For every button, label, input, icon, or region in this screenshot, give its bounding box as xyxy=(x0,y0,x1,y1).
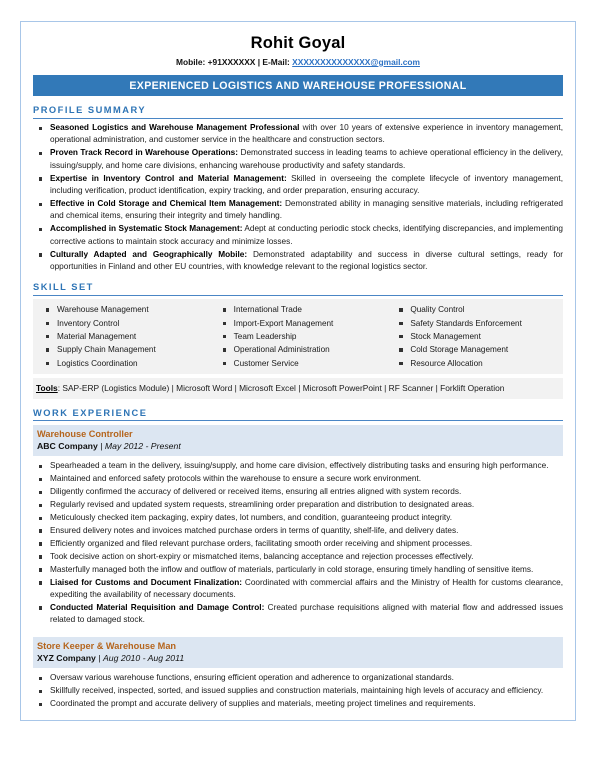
skill-item: Supply Chain Management xyxy=(37,343,210,356)
skill-item: Operational Administration xyxy=(214,343,387,356)
skills-list xyxy=(214,303,387,369)
bullet-item xyxy=(33,602,563,627)
section-heading-profile-summary: PROFILE SUMMARY xyxy=(33,105,563,119)
bullet-item xyxy=(33,198,563,223)
bullet-item xyxy=(33,499,563,511)
skill-item: Customer Service xyxy=(214,357,387,370)
resume-page xyxy=(20,21,576,721)
contact-line xyxy=(33,57,563,67)
skills-list xyxy=(37,303,210,369)
skill-item: Quality Control xyxy=(390,303,563,316)
bullet-item xyxy=(33,147,563,172)
bullet-text: Skilled in overseeing the complete lifecycle of inventory management, including verification, product identification, expiry tracking, and order preparation, ensuring accuracy. xyxy=(50,173,563,196)
bullet-text: Ensured delivery notes and invoices matched purchase orders in terms of quantity, shelf-life, and delivery dates. xyxy=(50,525,459,535)
bullet-text: Oversaw various warehouse functions, ensuring efficient operation and adherence to organizational standards. xyxy=(50,673,454,683)
email-label: E-Mail: xyxy=(262,57,290,67)
bullet-item xyxy=(33,486,563,498)
work-experience-list xyxy=(33,425,563,711)
skill-item: Import-Export Management xyxy=(214,317,387,330)
bullet-text: Meticulously checked item packaging, expiry dates, lot numbers, and condition, guaranteeing product integrity. xyxy=(50,512,453,522)
skill-item: Logistics Coordination xyxy=(37,357,210,370)
bullet-lead: Expertise in Inventory Control and Material Management: xyxy=(50,173,287,183)
job-header-band xyxy=(33,637,563,669)
skill-item: Material Management xyxy=(37,330,210,343)
job-company: XYZ Company xyxy=(37,652,96,663)
email-link[interactable]: XXXXXXXXXXXXXX@gmail.com xyxy=(292,57,420,67)
bullet-lead: Accomplished in Systematic Stock Management: xyxy=(50,224,243,234)
job-dates: May 2012 - Present xyxy=(104,440,181,451)
bullet-item xyxy=(33,577,563,602)
bullet-lead: Effective in Cold Storage and Chemical Item Management: xyxy=(50,198,283,208)
bullet-text: Masterfully managed both the inflow and outflow of materials, particularly in cold storage, ensuring timely handling of sensitive items. xyxy=(50,564,534,574)
headline-banner: EXPERIENCED LOGISTICS AND WAREHOUSE PROFESSIONAL xyxy=(33,75,563,96)
bullet-item xyxy=(33,512,563,524)
bullet-text: Demonstrated ability in managing sensitive materials, including refrigerated and chemical items, ensuring their integrity and timely handling. xyxy=(50,198,563,221)
bullet-lead: Conducted Material Requisition and Damage Control: xyxy=(50,602,265,612)
skills-column xyxy=(386,303,563,369)
bullet-item xyxy=(33,223,563,248)
bullet-item xyxy=(33,122,563,147)
job-dates: Aug 2010 - Aug 2011 xyxy=(103,652,185,663)
bullet-item xyxy=(33,525,563,537)
skill-item: Warehouse Management xyxy=(37,303,210,316)
bullet-text: Demonstrated adaptability and success in diverse cultural settings, ready for opportunities in Finland and other EU countries, with knowledge relevant to the regional logistics sector. xyxy=(50,249,563,271)
skill-item: Cold Storage Management xyxy=(390,343,563,356)
skills-list xyxy=(390,303,563,369)
skill-item: International Trade xyxy=(214,303,387,316)
skill-set-box xyxy=(33,299,563,373)
skills-column xyxy=(33,303,210,369)
bullet-item xyxy=(33,551,563,563)
skill-item: Stock Management xyxy=(390,330,563,343)
bullet-item xyxy=(33,698,563,710)
job-title: Store Keeper & Warehouse Man xyxy=(37,640,177,651)
bullet-item xyxy=(33,473,563,485)
bullet-text: Skillfully received, inspected, sorted, and issued supplies and construction materials, maintaining high levels of accuracy and efficiency. xyxy=(50,686,544,696)
bullet-lead: Liaised for Customs and Document Finalization: xyxy=(50,577,243,587)
bullet-item xyxy=(33,685,563,697)
bullet-text: Coordinated with commercial affairs and the Ministry of Health for customs clearance, expediting the availability of necessary documents. xyxy=(50,577,563,599)
bullet-lead: Culturally Adapted and Geographically Mobile: xyxy=(50,249,248,259)
tools-value: : SAP-ERP (Logistics Module) | Microsoft Word | Microsoft Excel | Microsoft PowerPoint | RF Scanner | Forklift Operation xyxy=(57,382,505,393)
job-bullet-list xyxy=(33,672,563,710)
bullet-text: Spearheaded a team in the delivery, issuing/supply, and home care division, effectively distributing tasks and ensuring high performance. xyxy=(50,461,549,471)
job-meta xyxy=(37,440,559,453)
profile-summary-list xyxy=(33,122,563,273)
tools-label: Tools xyxy=(36,382,58,393)
skill-item: Resource Allocation xyxy=(390,357,563,370)
mobile-number: +91XXXXXX xyxy=(207,57,256,67)
bullet-text: Diligently confirmed the accuracy of delivered or received items, ensuring all entries aligned with system records. xyxy=(50,487,462,497)
job-title: Warehouse Controller xyxy=(37,428,133,439)
skill-item: Safety Standards Enforcement xyxy=(390,317,563,330)
bullet-item xyxy=(33,249,563,274)
section-heading-work-experience: WORK EXPERIENCE xyxy=(33,408,563,422)
bullet-item xyxy=(33,538,563,550)
job-separator: | xyxy=(95,652,103,663)
candidate-name: Rohit Goyal xyxy=(250,34,346,52)
job-header-band xyxy=(33,425,563,457)
bullet-item xyxy=(33,460,563,472)
tools-row xyxy=(33,378,563,399)
job-company: ABC Company xyxy=(37,440,98,451)
bullet-text: Efficiently organized and filed relevant purchase orders, facilitating smooth order receiving and shipment processes. xyxy=(50,538,473,548)
bullet-item xyxy=(33,564,563,576)
contact-separator: | xyxy=(255,57,263,67)
bullet-text: Took decisive action on short-expiry or mismatched items, balancing acceptance and rejection processes effectively. xyxy=(50,551,474,561)
section-heading-skill-set: SKILL SET xyxy=(33,282,563,296)
job-separator: | xyxy=(97,440,105,451)
bullet-lead: Seasoned Logistics and Warehouse Management Professional xyxy=(50,123,300,132)
bullet-item xyxy=(33,672,563,684)
bullet-text: Coordinated the prompt and accurate delivery of supplies and materials, meeting project timelines and requirements. xyxy=(50,698,476,708)
job-meta xyxy=(37,652,559,665)
skills-column xyxy=(210,303,387,369)
bullet-text: with over 10 years of extensive experience in inventory management, operational administration, and customer service in the healthcare and construction sectors. xyxy=(50,123,563,145)
job-bullet-list xyxy=(33,460,563,626)
bullet-text: Regularly revised and updated system requests, streamlining order preparation and distribution to designated areas. xyxy=(50,500,475,510)
skill-item: Team Leadership xyxy=(214,330,387,343)
bullet-item xyxy=(33,173,563,198)
skill-item: Inventory Control xyxy=(37,317,210,330)
bullet-lead: Proven Track Record in Warehouse Operations: xyxy=(50,148,239,158)
mobile-label: Mobile: xyxy=(176,57,206,67)
bullet-text: Created purchase requisitions aligned with material flow and addressed issues related to damaged stock. xyxy=(50,602,563,625)
bullet-text: Maintained and enforced safety protocols within the warehouse to ensure a secure work environment. xyxy=(50,474,422,484)
bullet-text: Demonstrated success in leading teams to achieve operational efficiency in the delivery, issuing/supply, and home care divisions, enhancing warehouse productivity and safety standards. xyxy=(50,148,563,170)
bullet-text: Adept at conducting periodic stock checks, identifying discrepancies, and implementing corrective actions to maintain stock accuracy and minimize losses. xyxy=(50,224,563,246)
